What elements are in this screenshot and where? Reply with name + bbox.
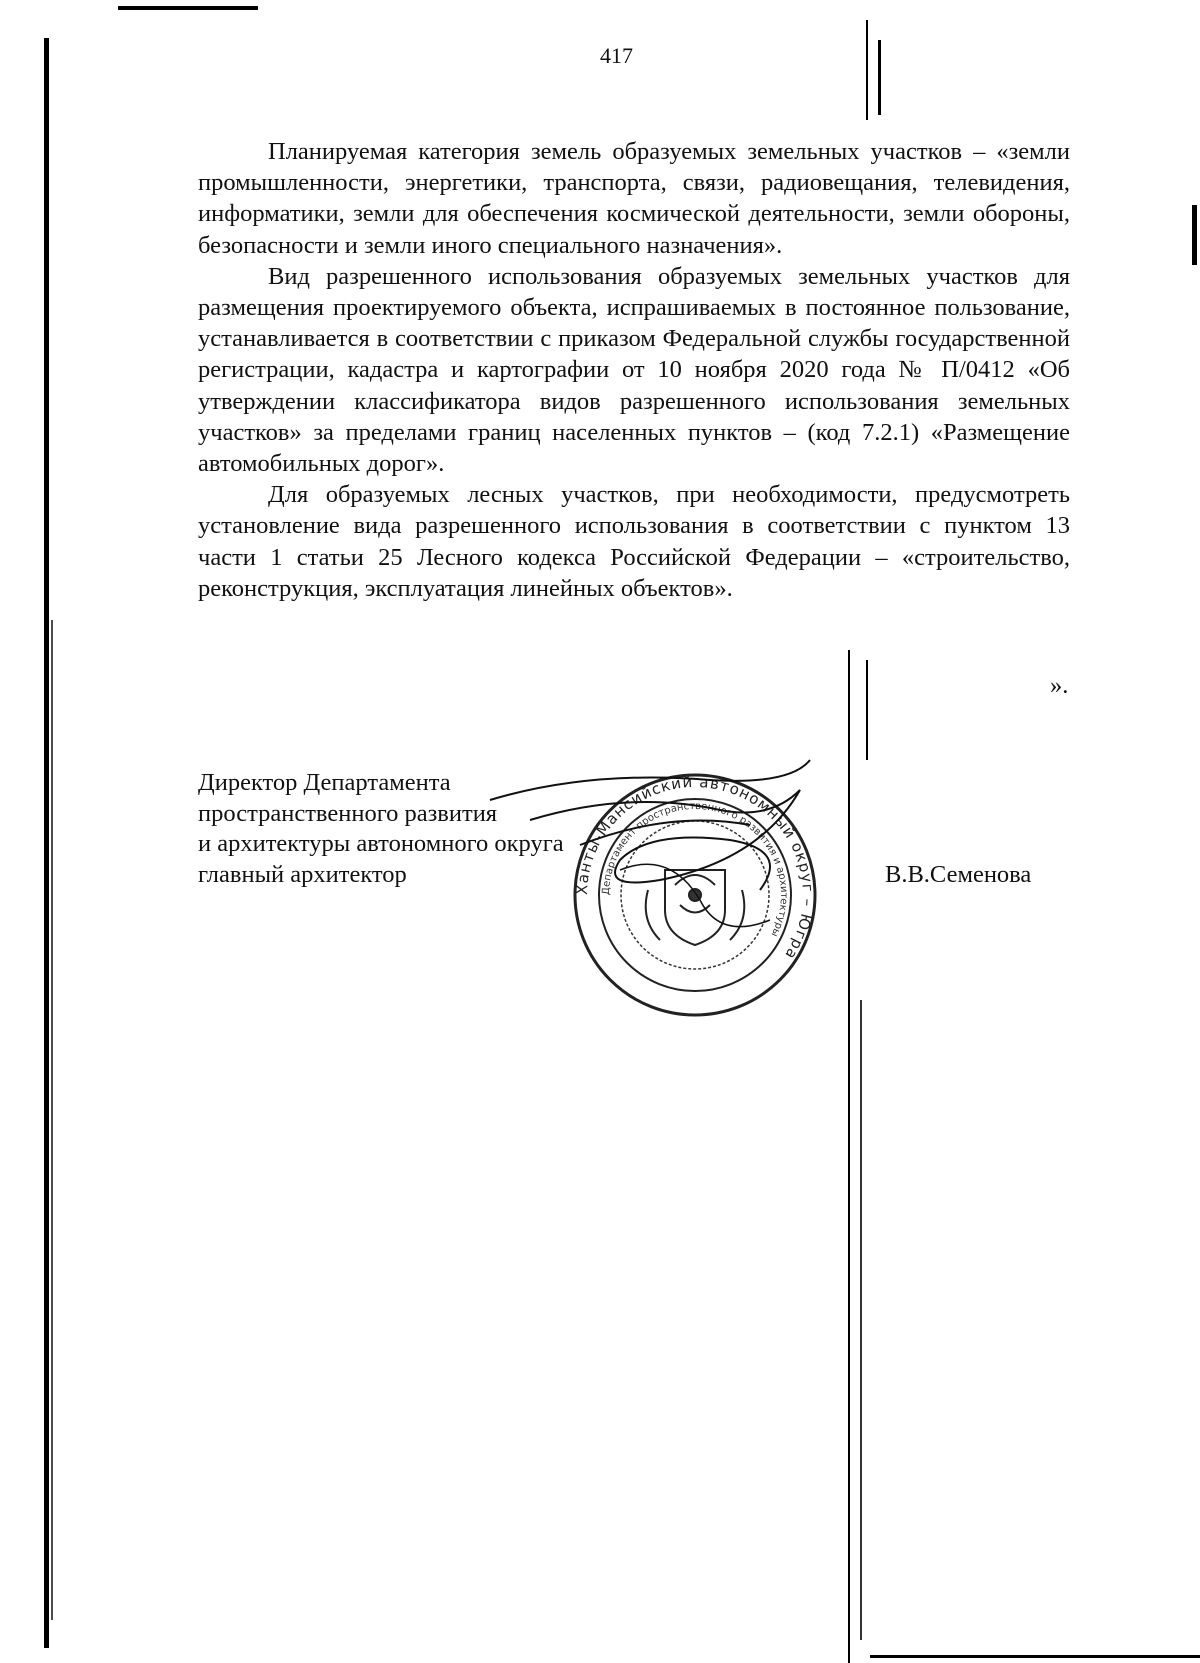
svg-text:Ханты-Мансийский автономный ок: Ханты-Мансийский автономный округ – Югра [572,772,818,964]
scan-edge-right-long3 [860,1000,862,1640]
scan-edge-top [118,6,258,10]
signatory-title-line: главный архитектор [198,860,407,888]
scan-edge-far-right [1192,205,1197,265]
scan-edge-right-long2 [866,660,868,760]
page-number: 417 [600,43,633,68]
scan-edge-bottom [870,1655,1200,1658]
scan-edge-left [44,38,49,1648]
svg-text:Департамент пространственного: Департамент пространственного развития и архитектуры [600,800,790,939]
document-body [198,136,1070,604]
signatory-title-line: Директор Департамента [198,769,451,796]
scan-edge-left-inner [51,620,53,1620]
signer-name: В.В.Семенова [885,861,1032,888]
signatory-title-line: пространственного развития [198,799,498,827]
handwritten-signature [470,750,870,950]
signatory-title-line: и архитектуры автономного округа [198,830,564,857]
closing-quote: ». [1050,672,1069,699]
paragraph-permitted-use: Вид разрешенного использования образуемых земельных участков для размещения проектируемого объекта, испрашиваемых в постоянное пользование, устанавливается в соответствии с приказом Федеральной службы государственной регистрации, кадастра и картографии от 10 ноября 2020 года № П/0412 «Об утверждении классификатора видов разрешенного использования земельных участков» за пределами границ населенных пунктов – (код 7.2.1) «Размещение автомобильных дорог». [198,262,1070,478]
scan-edge-right-top2 [878,40,881,115]
paragraph-land-category: Планируемая категория земель образуемых земельных участков – «земли промышленности, энергетики, транспорта, связи, радиовещания, телевидения, информатики, земли для обеспечения космической деятельности, земли обороны, безопасности и земли иного специального назначения». [198,138,1070,259]
paragraph-forest-plots: Для образуемых лесных участков, при необходимости, предусмотреть установление вида разрешенного использования в соответствии с пунктом 13 части 1 статьи 25 Лесного кодекса Российской Федерации – «строительство, реконструкция, эксплуатация линейных объектов». [198,481,1070,602]
scan-edge-right-top [866,20,868,120]
